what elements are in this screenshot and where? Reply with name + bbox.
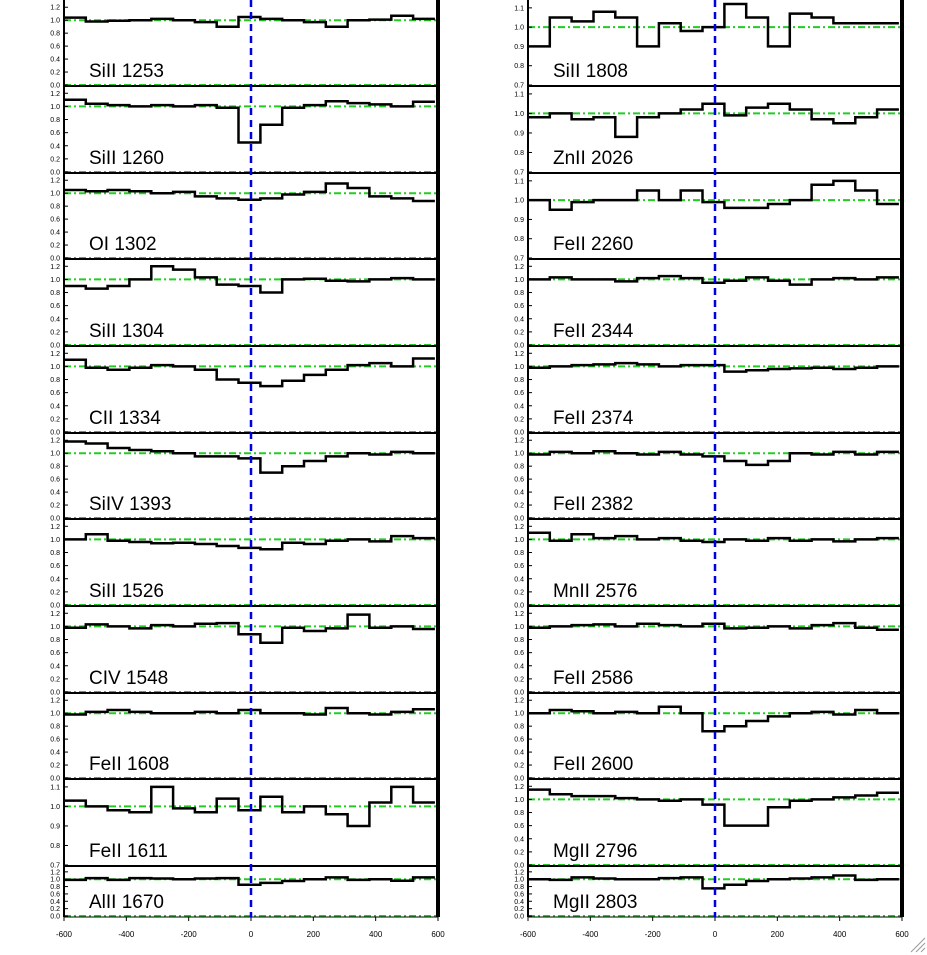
y-tick-label-alii-1670: 1.2 bbox=[50, 869, 60, 877]
panel-label-znii-2026: ZnII 2026 bbox=[553, 148, 634, 169]
y-tick-label-siii-1808: 1.1 bbox=[514, 5, 524, 13]
y-tick-label-feii-2600: 1.2 bbox=[514, 697, 524, 705]
spectrum-step-mgii-2796 bbox=[528, 790, 899, 826]
panel-label-siii-1260: SiII 1260 bbox=[89, 148, 164, 169]
x-tick-label: 600 bbox=[895, 930, 909, 939]
y-tick-label-feii-2600: 0.2 bbox=[514, 762, 524, 770]
y-tick-label-siii-1253: 1.2 bbox=[50, 4, 60, 12]
y-tick-label-civ-1548: 0.8 bbox=[50, 637, 60, 645]
x-tick-label: 200 bbox=[306, 930, 321, 939]
y-tick-label-mgii-2803: 0.0 bbox=[514, 913, 524, 921]
y-tick-label-siii-1304: 0.2 bbox=[50, 329, 60, 337]
panel-label-feii-1611: FeII 1611 bbox=[89, 841, 168, 862]
y-tick-label-feii-1608: 0.0 bbox=[50, 775, 60, 783]
spectrum-step-mnii-2576 bbox=[528, 533, 899, 542]
y-tick-label-oi-1302: 0.2 bbox=[50, 242, 60, 250]
left-x-axis bbox=[56, 917, 445, 939]
y-tick-label-feii-2382: 0.2 bbox=[514, 502, 524, 510]
y-tick-label-feii-1611: 1.1 bbox=[50, 784, 60, 792]
panel-siii-1808 bbox=[514, 4, 902, 90]
y-tick-label-feii-2586: 0.2 bbox=[514, 676, 524, 684]
y-tick-label-mgii-2803: 0.8 bbox=[514, 884, 524, 892]
panel-label-mgii-2796: MgII 2796 bbox=[553, 841, 638, 862]
left-panel-column bbox=[50, 0, 438, 921]
y-tick-label-oi-1302: 0.6 bbox=[50, 216, 60, 224]
y-tick-label-mnii-2576: 0.2 bbox=[514, 589, 524, 597]
y-tick-label-feii-2260: 0.8 bbox=[514, 236, 524, 244]
y-tick-label-feii-2344: 0.4 bbox=[514, 316, 524, 324]
y-tick-label-feii-2600: 1.0 bbox=[514, 710, 524, 718]
panel-label-oi-1302: OI 1302 bbox=[89, 234, 157, 255]
y-tick-label-siii-1260: 0.2 bbox=[50, 156, 60, 164]
y-tick-label-siii-1260: 0.8 bbox=[50, 117, 60, 125]
y-tick-label-feii-1608: 0.2 bbox=[50, 762, 60, 770]
y-tick-label-feii-2382: 1.0 bbox=[514, 450, 524, 458]
y-tick-label-siii-1260: 0.6 bbox=[50, 130, 60, 138]
x-tick-label: 0 bbox=[248, 930, 254, 939]
y-tick-label-civ-1548: 1.2 bbox=[50, 610, 60, 618]
y-tick-label-mnii-2576: 0.6 bbox=[514, 563, 524, 571]
y-tick-label-feii-2344: 0.0 bbox=[514, 342, 524, 350]
y-tick-label-znii-2026: 1.0 bbox=[514, 110, 524, 118]
y-tick-label-siii-1304: 0.0 bbox=[50, 342, 60, 350]
panel-label-alii-1670: AlII 1670 bbox=[89, 892, 164, 913]
panel-feii-1611 bbox=[50, 784, 438, 869]
y-tick-label-feii-2374: 0.2 bbox=[514, 416, 524, 424]
y-tick-label-cii-1334: 0.0 bbox=[50, 429, 60, 437]
panel-alii-1670 bbox=[50, 869, 438, 920]
y-tick-label-mnii-2576: 1.2 bbox=[514, 523, 524, 531]
y-tick-label-feii-2344: 1.0 bbox=[514, 276, 524, 284]
panel-feii-2344 bbox=[514, 264, 902, 350]
y-tick-label-alii-1670: 0.4 bbox=[50, 898, 60, 906]
y-tick-label-siii-1253: 0.0 bbox=[50, 82, 60, 90]
spectrum-step-siii-1526 bbox=[64, 534, 435, 549]
y-tick-label-civ-1548: 0.4 bbox=[50, 663, 60, 671]
y-tick-label-siii-1260: 1.0 bbox=[50, 103, 60, 111]
x-tick-label: -200 bbox=[180, 930, 197, 939]
panel-cii-1334 bbox=[50, 351, 438, 437]
panel-feii-1608 bbox=[50, 698, 438, 783]
panel-feii-2600 bbox=[514, 698, 902, 783]
panel-feii-2382 bbox=[514, 438, 902, 523]
y-tick-label-siii-1304: 0.6 bbox=[50, 303, 60, 311]
panel-label-mnii-2576: MnII 2576 bbox=[553, 581, 638, 602]
y-tick-label-cii-1334: 1.0 bbox=[50, 363, 60, 371]
x-tick-label: -400 bbox=[118, 930, 135, 939]
y-tick-label-cii-1334: 0.8 bbox=[50, 377, 60, 385]
panel-mgii-2796 bbox=[514, 784, 902, 870]
panel-siii-1304 bbox=[50, 264, 438, 350]
panel-label-siii-1253: SiII 1253 bbox=[89, 61, 164, 82]
y-tick-label-mgii-2803: 0.6 bbox=[514, 891, 524, 899]
panel-civ-1548 bbox=[50, 611, 438, 697]
y-tick-label-feii-2382: 0.6 bbox=[514, 476, 524, 484]
x-tick-label: -200 bbox=[644, 930, 661, 939]
y-tick-label-feii-2382: 0.8 bbox=[514, 463, 524, 471]
panel-label-siiv-1393: SiIV 1393 bbox=[89, 494, 172, 515]
y-tick-label-mnii-2576: 0.4 bbox=[514, 576, 524, 584]
y-tick-label-feii-2586: 1.2 bbox=[514, 610, 524, 618]
y-tick-label-feii-2586: 0.6 bbox=[514, 650, 524, 658]
y-tick-label-feii-1608: 0.6 bbox=[50, 736, 60, 744]
y-tick-label-siii-1304: 1.2 bbox=[50, 263, 60, 271]
panel-label-feii-2586: FeII 2586 bbox=[553, 668, 634, 689]
y-tick-label-siii-1260: 1.2 bbox=[50, 90, 60, 98]
spectrum-step-feii-2260 bbox=[528, 181, 899, 210]
y-tick-label-feii-2344: 1.2 bbox=[514, 263, 524, 271]
panel-label-siii-1304: SiII 1304 bbox=[89, 321, 164, 342]
y-tick-label-znii-2026: 0.9 bbox=[514, 130, 524, 138]
y-tick-label-alii-1670: 0.0 bbox=[50, 913, 60, 921]
y-tick-label-civ-1548: 1.0 bbox=[50, 623, 60, 631]
y-tick-label-feii-1611: 0.8 bbox=[50, 842, 60, 850]
y-tick-label-siiv-1393: 0.8 bbox=[50, 463, 60, 471]
y-tick-label-civ-1548: 0.2 bbox=[50, 676, 60, 684]
y-tick-label-siii-1253: 0.6 bbox=[50, 43, 60, 51]
y-tick-label-siii-1808: 0.7 bbox=[514, 82, 524, 90]
y-tick-label-mgii-2796: 1.0 bbox=[514, 796, 524, 804]
y-tick-label-feii-1608: 1.0 bbox=[50, 710, 60, 718]
y-tick-label-siii-1526: 0.8 bbox=[50, 550, 60, 558]
x-tick-label: 400 bbox=[368, 930, 383, 939]
x-tick-label: 0 bbox=[712, 930, 718, 939]
y-tick-label-feii-2260: 1.0 bbox=[514, 197, 524, 205]
x-tick-label: 600 bbox=[431, 930, 445, 939]
y-tick-label-siiv-1393: 0.0 bbox=[50, 515, 60, 523]
panel-oi-1302 bbox=[50, 178, 438, 263]
spectrum-step-cii-1334 bbox=[64, 359, 435, 387]
panel-label-feii-2600: FeII 2600 bbox=[553, 754, 634, 775]
panel-label-feii-2382: FeII 2382 bbox=[553, 494, 634, 515]
y-tick-label-oi-1302: 1.2 bbox=[50, 177, 60, 185]
panel-siii-1260 bbox=[50, 91, 438, 177]
y-tick-label-feii-2374: 1.2 bbox=[514, 350, 524, 358]
y-tick-label-siii-1304: 0.8 bbox=[50, 290, 60, 298]
y-tick-label-mgii-2796: 0.4 bbox=[514, 836, 524, 844]
y-tick-label-siiv-1393: 0.6 bbox=[50, 476, 60, 484]
spectrum-step-znii-2026 bbox=[528, 104, 899, 137]
panel-feii-2260 bbox=[514, 178, 902, 262]
y-tick-label-feii-1608: 0.8 bbox=[50, 723, 60, 731]
panel-siiv-1393 bbox=[50, 438, 438, 523]
y-tick-label-oi-1302: 1.0 bbox=[50, 190, 60, 198]
y-tick-label-siii-1253: 0.4 bbox=[50, 56, 60, 64]
panel-znii-2026 bbox=[514, 91, 902, 176]
right-panel-column bbox=[514, 0, 902, 921]
panel-label-civ-1548: CIV 1548 bbox=[89, 668, 169, 689]
y-tick-label-feii-2382: 0.4 bbox=[514, 489, 524, 497]
x-tick-label: 400 bbox=[832, 930, 847, 939]
spectrum-step-mgii-2803 bbox=[528, 876, 899, 889]
y-tick-label-feii-2374: 1.0 bbox=[514, 363, 524, 371]
x-tick-label: 200 bbox=[770, 930, 785, 939]
y-tick-label-alii-1670: 0.8 bbox=[50, 884, 60, 892]
y-tick-label-oi-1302: 0.0 bbox=[50, 255, 60, 263]
y-tick-label-mnii-2576: 1.0 bbox=[514, 536, 524, 544]
y-tick-label-cii-1334: 0.4 bbox=[50, 403, 60, 411]
y-tick-label-siii-1304: 1.0 bbox=[50, 276, 60, 284]
panel-label-feii-2374: FeII 2374 bbox=[553, 408, 634, 429]
y-tick-label-znii-2026: 1.1 bbox=[514, 91, 524, 99]
y-tick-label-feii-1611: 0.7 bbox=[50, 862, 60, 870]
y-tick-label-siiv-1393: 1.0 bbox=[50, 450, 60, 458]
y-tick-label-feii-2586: 0.4 bbox=[514, 663, 524, 671]
y-tick-label-cii-1334: 0.6 bbox=[50, 390, 60, 398]
y-tick-label-siii-1526: 0.0 bbox=[50, 602, 60, 610]
y-tick-label-siii-1253: 1.0 bbox=[50, 17, 60, 25]
y-tick-label-mgii-2796: 0.8 bbox=[514, 810, 524, 818]
y-tick-label-cii-1334: 1.2 bbox=[50, 350, 60, 358]
y-tick-label-siiv-1393: 0.2 bbox=[50, 502, 60, 510]
y-tick-label-siii-1526: 0.2 bbox=[50, 589, 60, 597]
x-tick-label: -600 bbox=[55, 930, 73, 939]
y-tick-label-siii-1260: 0.4 bbox=[50, 143, 60, 151]
y-tick-label-siii-1526: 0.6 bbox=[50, 563, 60, 571]
y-tick-label-feii-2344: 0.8 bbox=[514, 290, 524, 298]
panel-siii-1253 bbox=[50, 5, 438, 90]
y-tick-label-siiv-1393: 1.2 bbox=[50, 437, 60, 445]
y-tick-label-siiv-1393: 0.4 bbox=[50, 489, 60, 497]
panel-label-feii-2260: FeII 2260 bbox=[553, 234, 634, 255]
y-tick-label-feii-2600: 0.6 bbox=[514, 736, 524, 744]
y-tick-label-feii-2600: 0.0 bbox=[514, 775, 524, 783]
y-tick-label-alii-1670: 0.6 bbox=[50, 891, 60, 899]
panel-label-siii-1526: SiII 1526 bbox=[89, 581, 164, 602]
y-tick-label-feii-2586: 1.0 bbox=[514, 623, 524, 631]
panel-label-mgii-2803: MgII 2803 bbox=[553, 892, 638, 913]
y-tick-label-feii-2586: 0.0 bbox=[514, 689, 524, 697]
y-tick-label-feii-2382: 1.2 bbox=[514, 437, 524, 445]
y-tick-label-feii-2374: 0.4 bbox=[514, 403, 524, 411]
y-tick-label-mgii-2796: 0.0 bbox=[514, 862, 524, 870]
y-tick-label-oi-1302: 0.4 bbox=[50, 229, 60, 237]
y-tick-label-civ-1548: 0.0 bbox=[50, 689, 60, 697]
y-tick-label-feii-2382: 0.0 bbox=[514, 515, 524, 523]
y-tick-label-feii-2600: 0.8 bbox=[514, 723, 524, 731]
y-tick-label-siii-1260: 0.0 bbox=[50, 169, 60, 177]
y-tick-label-mgii-2796: 0.6 bbox=[514, 823, 524, 831]
y-tick-label-feii-2344: 0.6 bbox=[514, 303, 524, 311]
y-tick-label-siii-1526: 1.2 bbox=[50, 523, 60, 531]
y-tick-label-mnii-2576: 0.0 bbox=[514, 602, 524, 610]
y-tick-label-feii-1611: 1.0 bbox=[50, 803, 60, 811]
y-tick-label-feii-1608: 1.2 bbox=[50, 697, 60, 705]
spectrum-step-feii-2600 bbox=[528, 707, 899, 732]
panel-label-siii-1808: SiII 1808 bbox=[553, 61, 628, 82]
y-tick-label-mgii-2803: 0.4 bbox=[514, 898, 524, 906]
x-tick-label: -400 bbox=[582, 930, 599, 939]
y-tick-label-feii-2374: 0.0 bbox=[514, 429, 524, 437]
panel-mnii-2576 bbox=[514, 524, 902, 610]
spectrum-step-civ-1548 bbox=[64, 615, 435, 643]
y-tick-label-znii-2026: 0.8 bbox=[514, 149, 524, 157]
y-tick-label-feii-2260: 0.7 bbox=[514, 255, 524, 263]
y-tick-label-siii-1253: 0.8 bbox=[50, 30, 60, 38]
y-tick-label-mgii-2803: 1.2 bbox=[514, 869, 524, 877]
y-tick-label-feii-2344: 0.2 bbox=[514, 329, 524, 337]
panel-label-cii-1334: CII 1334 bbox=[89, 408, 161, 429]
y-tick-label-siii-1526: 0.4 bbox=[50, 576, 60, 584]
y-tick-label-siii-1526: 1.0 bbox=[50, 536, 60, 544]
y-tick-label-cii-1334: 0.2 bbox=[50, 416, 60, 424]
y-tick-label-feii-1608: 0.4 bbox=[50, 749, 60, 757]
panel-feii-2586 bbox=[514, 611, 902, 697]
spectrum-step-siiv-1393 bbox=[64, 442, 435, 473]
y-tick-label-mgii-2803: 1.0 bbox=[514, 876, 524, 884]
right-x-axis bbox=[520, 917, 909, 939]
y-tick-label-znii-2026: 0.7 bbox=[514, 169, 524, 177]
resize-grip-icon bbox=[911, 938, 925, 952]
y-tick-label-mgii-2803: 0.2 bbox=[514, 906, 524, 914]
y-tick-label-feii-1611: 0.9 bbox=[50, 823, 60, 831]
panel-label-feii-1608: FeII 1608 bbox=[89, 754, 170, 775]
y-tick-label-oi-1302: 0.8 bbox=[50, 203, 60, 211]
y-tick-label-mnii-2576: 0.8 bbox=[514, 550, 524, 558]
y-tick-label-siii-1808: 1.0 bbox=[514, 24, 524, 32]
y-tick-label-mgii-2796: 1.2 bbox=[514, 783, 524, 791]
y-tick-label-siii-1808: 0.8 bbox=[514, 63, 524, 71]
y-tick-label-feii-2586: 0.8 bbox=[514, 637, 524, 645]
y-tick-label-alii-1670: 0.2 bbox=[50, 906, 60, 914]
y-tick-label-siii-1304: 0.4 bbox=[50, 316, 60, 324]
panel-feii-2374 bbox=[514, 351, 902, 437]
panel-siii-1526 bbox=[50, 524, 438, 610]
y-tick-label-siii-1808: 0.9 bbox=[514, 43, 524, 51]
panel-mgii-2803 bbox=[514, 869, 902, 920]
y-tick-label-feii-2600: 0.4 bbox=[514, 749, 524, 757]
y-tick-label-feii-2260: 1.1 bbox=[514, 178, 524, 186]
y-tick-label-mgii-2796: 0.2 bbox=[514, 849, 524, 857]
x-tick-label: -600 bbox=[519, 930, 537, 939]
panel-label-feii-2344: FeII 2344 bbox=[553, 321, 634, 342]
y-tick-label-feii-2260: 0.9 bbox=[514, 216, 524, 224]
y-tick-label-alii-1670: 1.0 bbox=[50, 876, 60, 884]
y-tick-label-feii-2374: 0.8 bbox=[514, 377, 524, 385]
y-tick-label-feii-2374: 0.6 bbox=[514, 390, 524, 398]
spectrum-step-siii-1808 bbox=[528, 4, 899, 46]
y-tick-label-civ-1548: 0.6 bbox=[50, 650, 60, 658]
y-tick-label-siii-1253: 0.2 bbox=[50, 69, 60, 77]
